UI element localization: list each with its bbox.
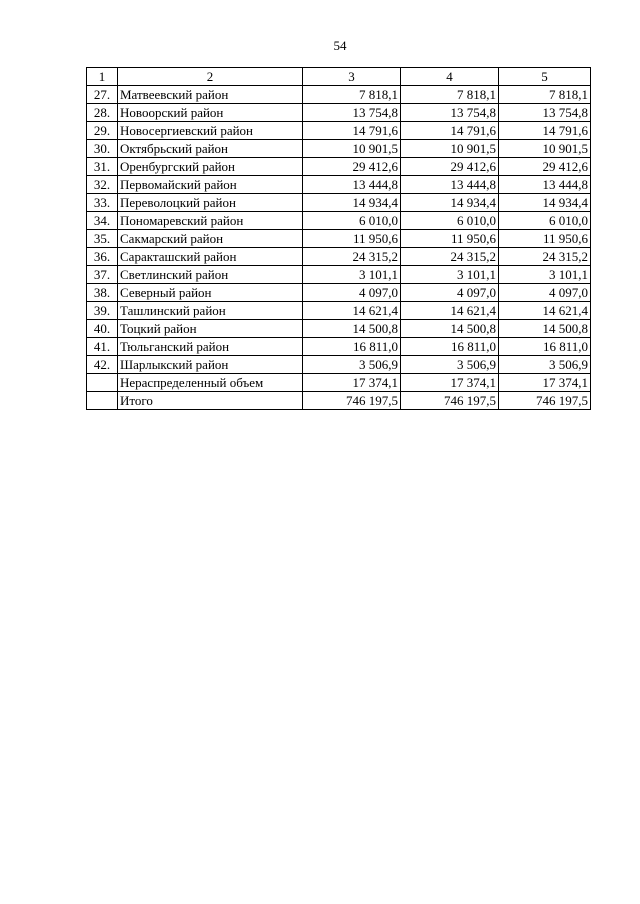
value-col3-cell: 746 197,5 bbox=[303, 392, 401, 410]
row-number-cell: 30. bbox=[87, 140, 118, 158]
value-col5-cell: 14 500,8 bbox=[499, 320, 591, 338]
row-number-cell: 39. bbox=[87, 302, 118, 320]
row-number-cell: 36. bbox=[87, 248, 118, 266]
value-col4-cell: 13 444,8 bbox=[401, 176, 499, 194]
allocation-table bbox=[86, 67, 591, 410]
row-number-cell: 33. bbox=[87, 194, 118, 212]
value-col3-cell: 6 010,0 bbox=[303, 212, 401, 230]
table-row bbox=[87, 320, 591, 338]
row-number-cell: 40. bbox=[87, 320, 118, 338]
value-col3-cell: 17 374,1 bbox=[303, 374, 401, 392]
value-col3-cell: 4 097,0 bbox=[303, 284, 401, 302]
district-name-cell: Матвеевский район bbox=[118, 86, 303, 104]
value-col4-cell: 746 197,5 bbox=[401, 392, 499, 410]
row-number-cell: 29. bbox=[87, 122, 118, 140]
district-name-cell: Итого bbox=[118, 392, 303, 410]
value-col5-cell: 13 754,8 bbox=[499, 104, 591, 122]
value-col5-cell: 3 506,9 bbox=[499, 356, 591, 374]
table-row bbox=[87, 140, 591, 158]
value-col4-cell: 6 010,0 bbox=[401, 212, 499, 230]
district-name-cell: Переволоцкий район bbox=[118, 194, 303, 212]
value-col3-cell: 14 791,6 bbox=[303, 122, 401, 140]
district-name-cell: Оренбургский район bbox=[118, 158, 303, 176]
district-name-cell: Ташлинский район bbox=[118, 302, 303, 320]
district-name-cell: Первомайский район bbox=[118, 176, 303, 194]
district-name-cell: Октябрьский район bbox=[118, 140, 303, 158]
district-name-cell: Новосергиевский район bbox=[118, 122, 303, 140]
row-number-cell: 32. bbox=[87, 176, 118, 194]
district-name-cell: Тоцкий район bbox=[118, 320, 303, 338]
value-col5-cell: 14 934,4 bbox=[499, 194, 591, 212]
value-col3-cell: 10 901,5 bbox=[303, 140, 401, 158]
row-number-cell: 31. bbox=[87, 158, 118, 176]
table-row bbox=[87, 338, 591, 356]
value-col5-cell: 746 197,5 bbox=[499, 392, 591, 410]
value-col3-cell: 13 754,8 bbox=[303, 104, 401, 122]
value-col3-cell: 29 412,6 bbox=[303, 158, 401, 176]
page-number: 54 bbox=[333, 38, 347, 53]
district-name-cell: Нераспределенный объем bbox=[118, 374, 303, 392]
value-col4-cell: 14 621,4 bbox=[401, 302, 499, 320]
table-row bbox=[87, 356, 591, 374]
row-number-cell: 27. bbox=[87, 86, 118, 104]
value-col4-cell: 13 754,8 bbox=[401, 104, 499, 122]
table-row bbox=[87, 230, 591, 248]
district-name-cell: Сакмарский район bbox=[118, 230, 303, 248]
value-col4-cell: 24 315,2 bbox=[401, 248, 499, 266]
value-col3-cell: 3 101,1 bbox=[303, 266, 401, 284]
table-row bbox=[87, 122, 591, 140]
column-header: 3 bbox=[303, 68, 401, 86]
table-row bbox=[87, 176, 591, 194]
value-col5-cell: 17 374,1 bbox=[499, 374, 591, 392]
value-col4-cell: 11 950,6 bbox=[401, 230, 499, 248]
value-col5-cell: 13 444,8 bbox=[499, 176, 591, 194]
value-col4-cell: 14 934,4 bbox=[401, 194, 499, 212]
value-col5-cell: 11 950,6 bbox=[499, 230, 591, 248]
value-col3-cell: 14 934,4 bbox=[303, 194, 401, 212]
table-row bbox=[87, 86, 591, 104]
value-col5-cell: 14 621,4 bbox=[499, 302, 591, 320]
value-col4-cell: 14 791,6 bbox=[401, 122, 499, 140]
value-col3-cell: 14 621,4 bbox=[303, 302, 401, 320]
row-number-cell: 37. bbox=[87, 266, 118, 284]
row-number-cell: 34. bbox=[87, 212, 118, 230]
value-col5-cell: 10 901,5 bbox=[499, 140, 591, 158]
table-header-row bbox=[87, 68, 591, 86]
table-row bbox=[87, 248, 591, 266]
value-col4-cell: 3 101,1 bbox=[401, 266, 499, 284]
district-name-cell: Северный район bbox=[118, 284, 303, 302]
value-col3-cell: 14 500,8 bbox=[303, 320, 401, 338]
value-col5-cell: 6 010,0 bbox=[499, 212, 591, 230]
column-header: 2 bbox=[118, 68, 303, 86]
row-number-cell: 41. bbox=[87, 338, 118, 356]
district-name-cell: Шарлыкский район bbox=[118, 356, 303, 374]
table-row bbox=[87, 104, 591, 122]
row-number-cell: 35. bbox=[87, 230, 118, 248]
district-name-cell: Пономаревский район bbox=[118, 212, 303, 230]
table-row bbox=[87, 302, 591, 320]
table-row bbox=[87, 392, 591, 410]
value-col4-cell: 7 818,1 bbox=[401, 86, 499, 104]
value-col3-cell: 3 506,9 bbox=[303, 356, 401, 374]
value-col4-cell: 14 500,8 bbox=[401, 320, 499, 338]
value-col4-cell: 4 097,0 bbox=[401, 284, 499, 302]
value-col4-cell: 16 811,0 bbox=[401, 338, 499, 356]
table-row bbox=[87, 266, 591, 284]
table-row bbox=[87, 158, 591, 176]
table-row bbox=[87, 212, 591, 230]
value-col4-cell: 17 374,1 bbox=[401, 374, 499, 392]
value-col5-cell: 24 315,2 bbox=[499, 248, 591, 266]
value-col3-cell: 7 818,1 bbox=[303, 86, 401, 104]
value-col5-cell: 16 811,0 bbox=[499, 338, 591, 356]
table-row bbox=[87, 374, 591, 392]
value-col4-cell: 29 412,6 bbox=[401, 158, 499, 176]
value-col3-cell: 16 811,0 bbox=[303, 338, 401, 356]
value-col5-cell: 29 412,6 bbox=[499, 158, 591, 176]
district-name-cell: Новоорский район bbox=[118, 104, 303, 122]
value-col5-cell: 4 097,0 bbox=[499, 284, 591, 302]
row-number-cell: 42. bbox=[87, 356, 118, 374]
row-number-cell bbox=[87, 374, 118, 392]
value-col4-cell: 10 901,5 bbox=[401, 140, 499, 158]
value-col5-cell: 7 818,1 bbox=[499, 86, 591, 104]
value-col5-cell: 14 791,6 bbox=[499, 122, 591, 140]
row-number-cell bbox=[87, 392, 118, 410]
district-name-cell: Тюльганский район bbox=[118, 338, 303, 356]
value-col3-cell: 11 950,6 bbox=[303, 230, 401, 248]
column-header: 1 bbox=[87, 68, 118, 86]
column-header: 5 bbox=[499, 68, 591, 86]
district-name-cell: Саракташский район bbox=[118, 248, 303, 266]
row-number-cell: 38. bbox=[87, 284, 118, 302]
value-col3-cell: 13 444,8 bbox=[303, 176, 401, 194]
table-row bbox=[87, 194, 591, 212]
value-col5-cell: 3 101,1 bbox=[499, 266, 591, 284]
value-col4-cell: 3 506,9 bbox=[401, 356, 499, 374]
column-header: 4 bbox=[401, 68, 499, 86]
table-row bbox=[87, 284, 591, 302]
row-number-cell: 28. bbox=[87, 104, 118, 122]
district-name-cell: Светлинский район bbox=[118, 266, 303, 284]
value-col3-cell: 24 315,2 bbox=[303, 248, 401, 266]
